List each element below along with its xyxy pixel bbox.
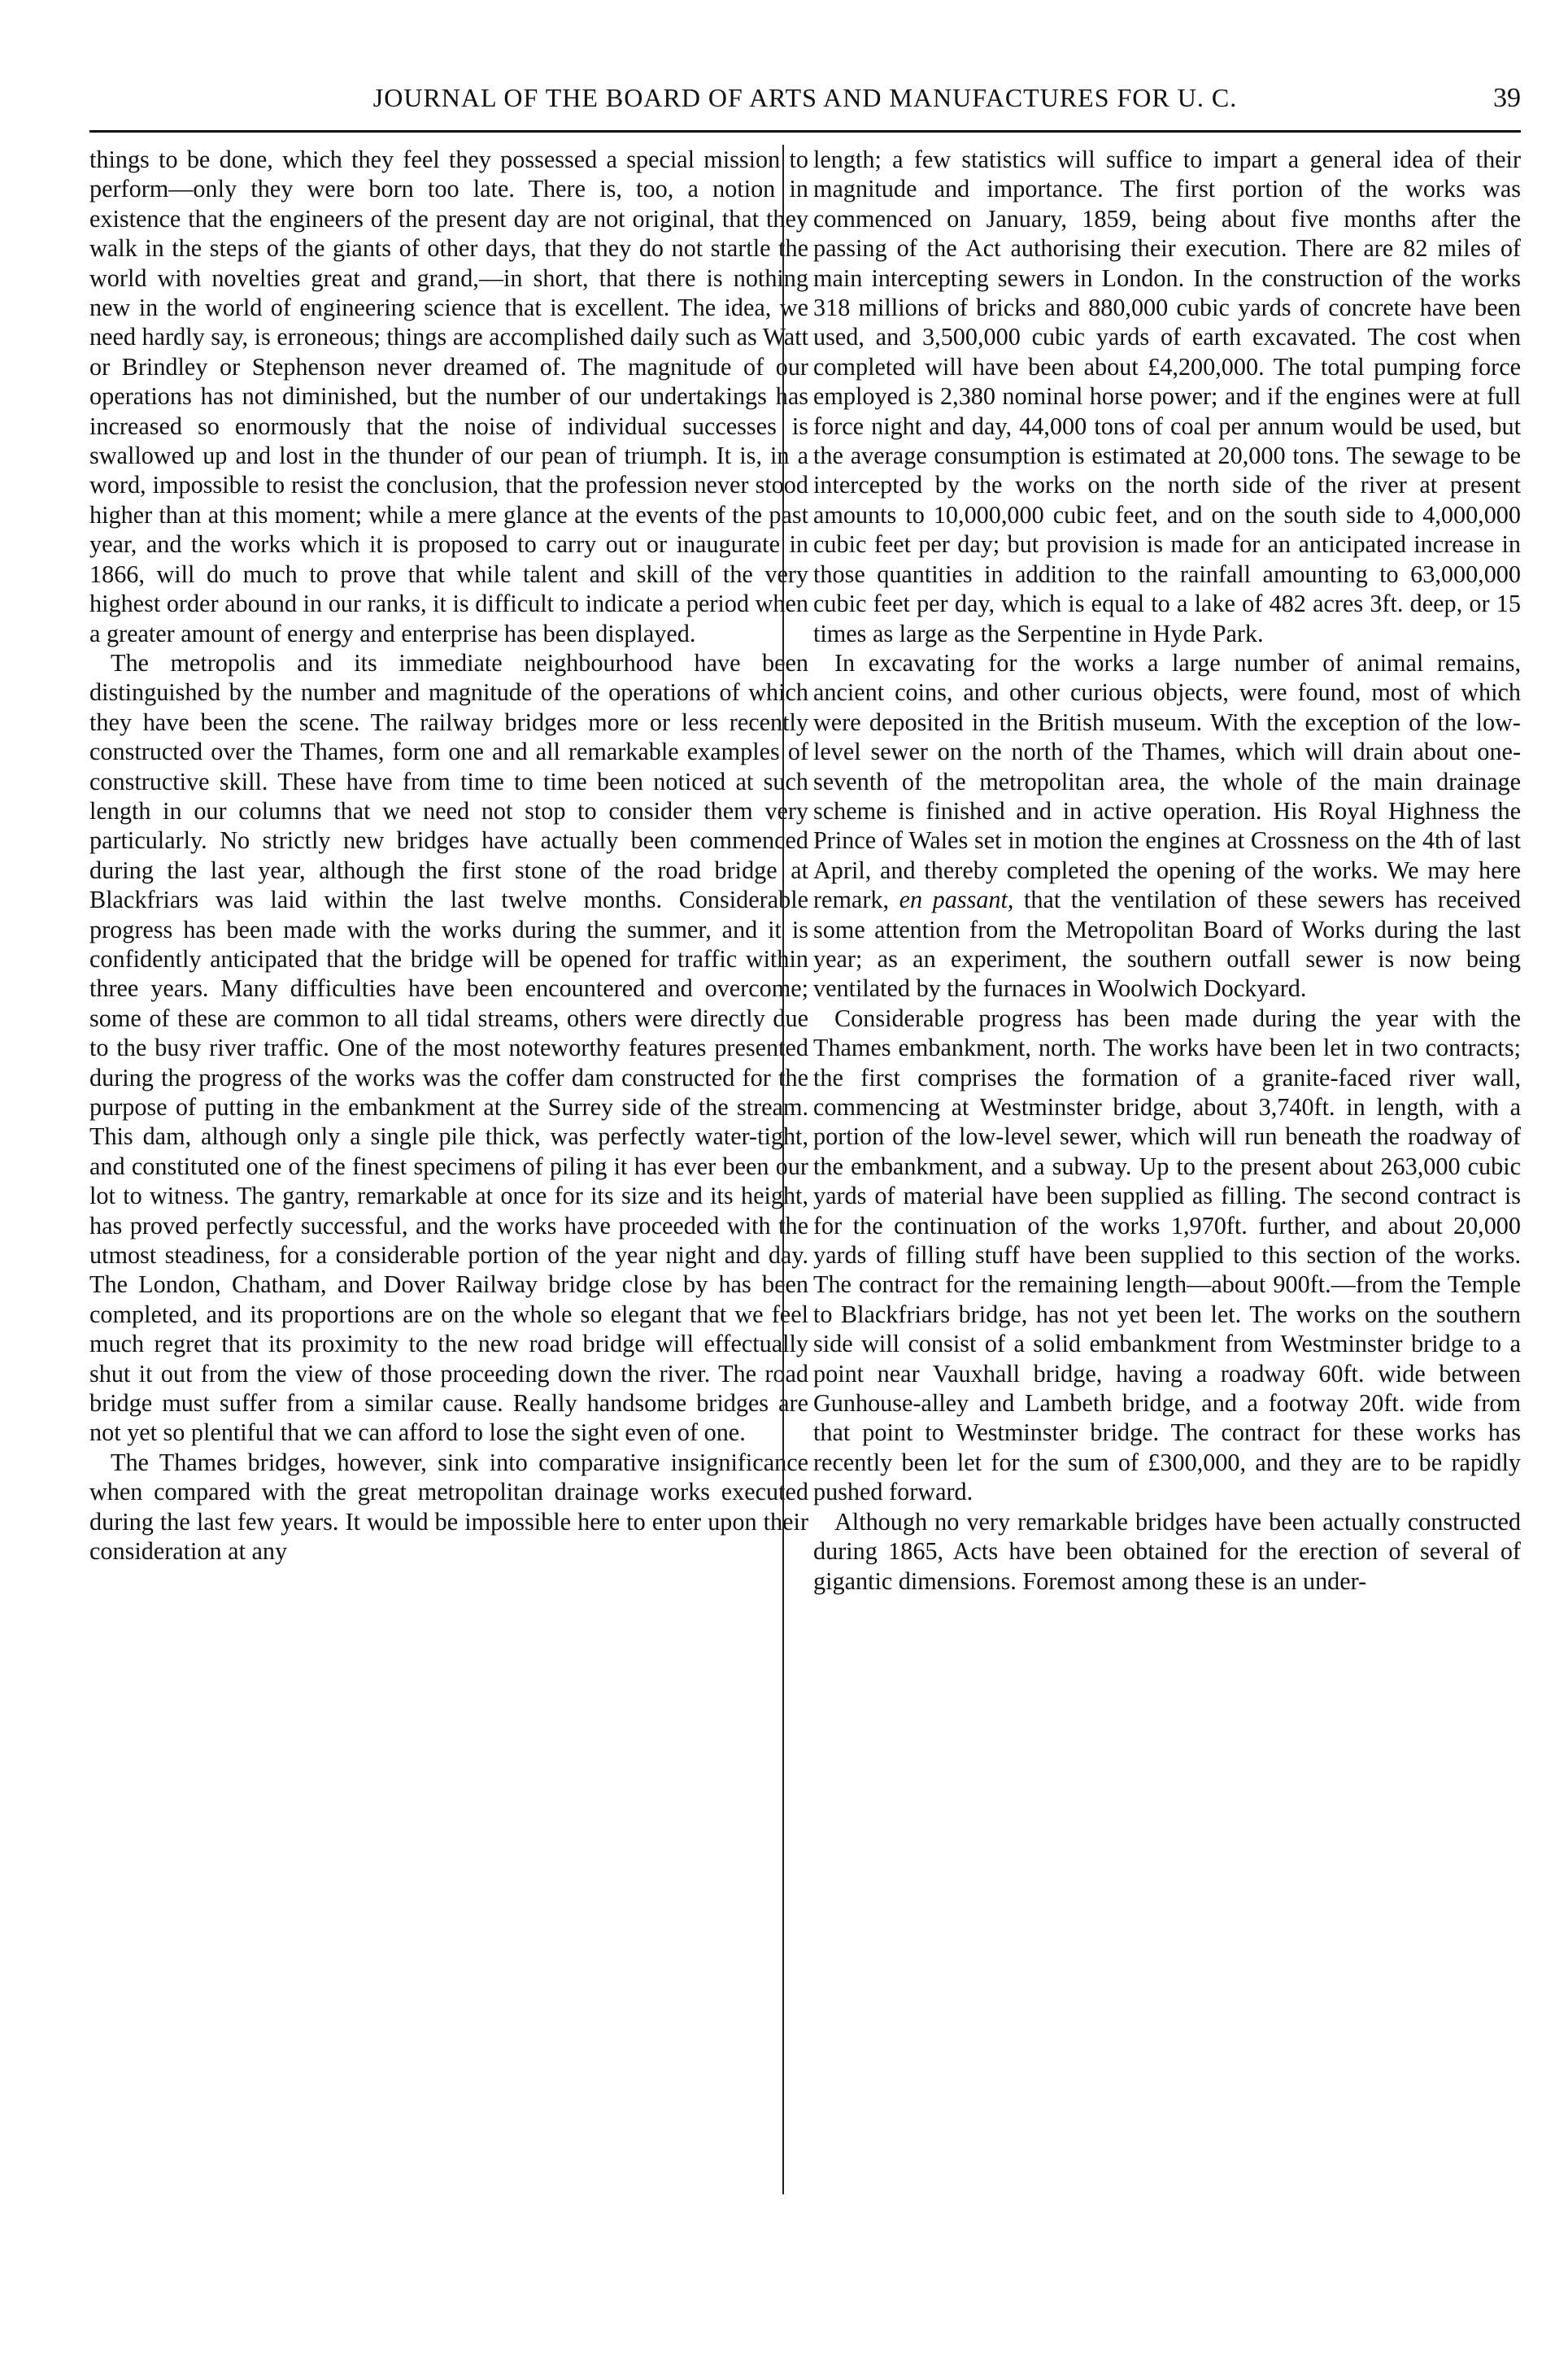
header-rule <box>89 130 1521 133</box>
paragraph-text: In excavating for the works a large number of animal remains, ancient coins, and other curious objects, were found, most of which were deposited in the British museum. With the exception of the low-level sewer on the north of the Thames, which will drain about one-seventh of the metropolitan area, the whole of the main drainage scheme is finished and in active operation. His Royal Highness the Prince of Wales set in motion the engines at Crossness on the 4th of last April, and thereby completed the opening of the works. We may here remark, <box>813 648 1521 914</box>
left-column <box>89 145 808 2227</box>
running-title: JOURNAL OF THE BOARD OF ARTS AND MANUFACTURES FOR U. C. <box>372 83 1238 112</box>
paragraph-text: that the ventilation of these sewers has received some attention from the Metropolitan Board of Works during the last year; as an experiment, the southern outfall sewer is now being ventilated by the furnaces in Woolwich Dockyard. <box>813 886 1521 1003</box>
paragraph: The metropolis and its immediate neighbourhood have been distinguished by the number and magnitude of the operations of which they have been the scene. The railway bridges more or less recently constructed over the Thames, form one and all remarkable examples of constructive skill. These have from time to time been noticed at such length in our columns that we need not stop to consider them very particularly. No strictly new bridges have actually been commenced during the last year, although the first stone of the road bridge at Blackfriars was laid within the last twelve months. Considerable progress has been made with the works during the summer, and it is confidently anticipated that the bridge will be opened for traffic within three years. Many difficulties have been encountered and overcome; some of these are common to all tidal streams, others were directly due to the busy river traffic. One of the most noteworthy features presented during the progress of the works was the coffer dam constructed for the purpose of putting in the embankment at the Surrey side of the stream. This dam, although only a single pile thick, was perfectly water-tight, and constituted one of the finest specimens of piling it has ever been our lot to witness. The gantry, remarkable at once for its size and its height, has proved perfectly successful, and the works have proceeded with the utmost steadiness, for a considerable portion of the year night and day. The London, Chatham, and Dover Railway bridge close by has been completed, and its proportions are on the whole so elegant that we feel much regret that its proximity to the new road bridge will effectually shut it out from the view of those proceeding down the river. The road bridge must suffer from a similar cause. Really handsome bridges are not yet so plentiful that we can afford to lose the sight even of one. <box>89 648 808 1447</box>
page-header <box>89 78 1521 127</box>
page-number: 39 <box>1493 83 1521 113</box>
paragraph: length; a few statistics will suffice to impart a general idea of their magnitude and importance. The first portion of the works was commenced on January, 1859, being about five months after the passing of the Act authorising their execution. There are 82 miles of main intercepting sewers in London. In the construction of the works 318 millions of bricks and 880,000 cubic yards of concrete have been used, and 3,500,000 cubic yards of earth excavated. The cost when completed will have been about £4,200,000. The total pumping force employed is 2,380 nominal horse power; and if the engines were at full force night and day, 44,000 tons of coal per annum would be used, but the average consumption is estimated at 20,000 tons. The sewage to be intercepted by the works on the north side of the river at present amounts to 10,000,000 cubic feet, and on the south side to 4,000,000 cubic feet per day; but provision is made for an anticipated increase in those quantities in addition to the rainfall amounting to 63,000,000 cubic feet per day, which is equal to a lake of 482 acres 3ft. deep, or 15 times as large as the Serpentine in Hyde Park. <box>813 146 1521 647</box>
paragraph: Considerable progress has been made during the year with the Thames embankment, north. The works have been let in two contracts; the first comprises the formation of a granite-faced river wall, commencing at Westminster bridge, about 3,740ft. in length, with a portion of the low-level sewer, which will run beneath the roadway of the embankment, and a subway. Up to the present about 263,000 cubic yards of material have been supplied as filling. The second contract is for the continuation of the works 1,970ft. further, and about 20,000 yards of filling stuff have been supplied to this section of the works. The contract for the remaining length—about 900ft.—from the Temple to Blackfriars bridge, has not yet been let. The works on the southern side will consist of a solid embankment from Westminster bridge to a point near Vauxhall bridge, having a roadway 60ft. wide between Gunhouse-alley and Lambeth bridge, and a footway 20ft. wide from that point to Westminster bridge. The contract for these works has recently been let for the sum of £300,000, and they are to be rapidly pushed forward. <box>813 1004 1521 1506</box>
right-column <box>813 145 1521 2227</box>
column-divider <box>782 145 784 2194</box>
italic-phrase: en passant, <box>899 886 1014 914</box>
paragraph: Although no very remarkable bridges have been actually constructed during 1865, Acts have been obtained for the erection of several of gigantic dimensions. Foremost among these is an under- <box>813 1507 1521 1595</box>
paragraph: The Thames bridges, however, sink into comparative insignificance when compared with the great metropolitan drainage works executed during the last few years. It would be impossible here to enter upon their consideration at any <box>89 1448 808 1566</box>
paragraph: things to be done, which they feel they possessed a special mission to perform—only they were born too late. There is, too, a notion in existence that the engineers of the present day are not original, that they walk in the steps of the giants of other days, that they do not startle the world with novelties great and grand,—in short, that there is nothing new in the world of engineering science that is excellent. The idea, we need hardly say, is erroneous; things are accomplished daily such as Watt or Brindley or Stephenson never dreamed of. The magnitude of our operations has not diminished, but the number of our undertakings has increased so enormously that the noise of individual successes is swallowed up and lost in the thunder of our pean of triumph. It is, in a word, impossible to resist the conclusion, that the profession never stood higher than at this moment; while a mere glance at the events of the past year, and the works which it is proposed to carry out or inaugurate in 1866, will do much to prove that while talent and skill of the very highest order abound in our ranks, it is difficult to indicate a period when a greater amount of energy and enterprise has been displayed. <box>89 146 808 647</box>
paragraph <box>813 648 1521 1004</box>
